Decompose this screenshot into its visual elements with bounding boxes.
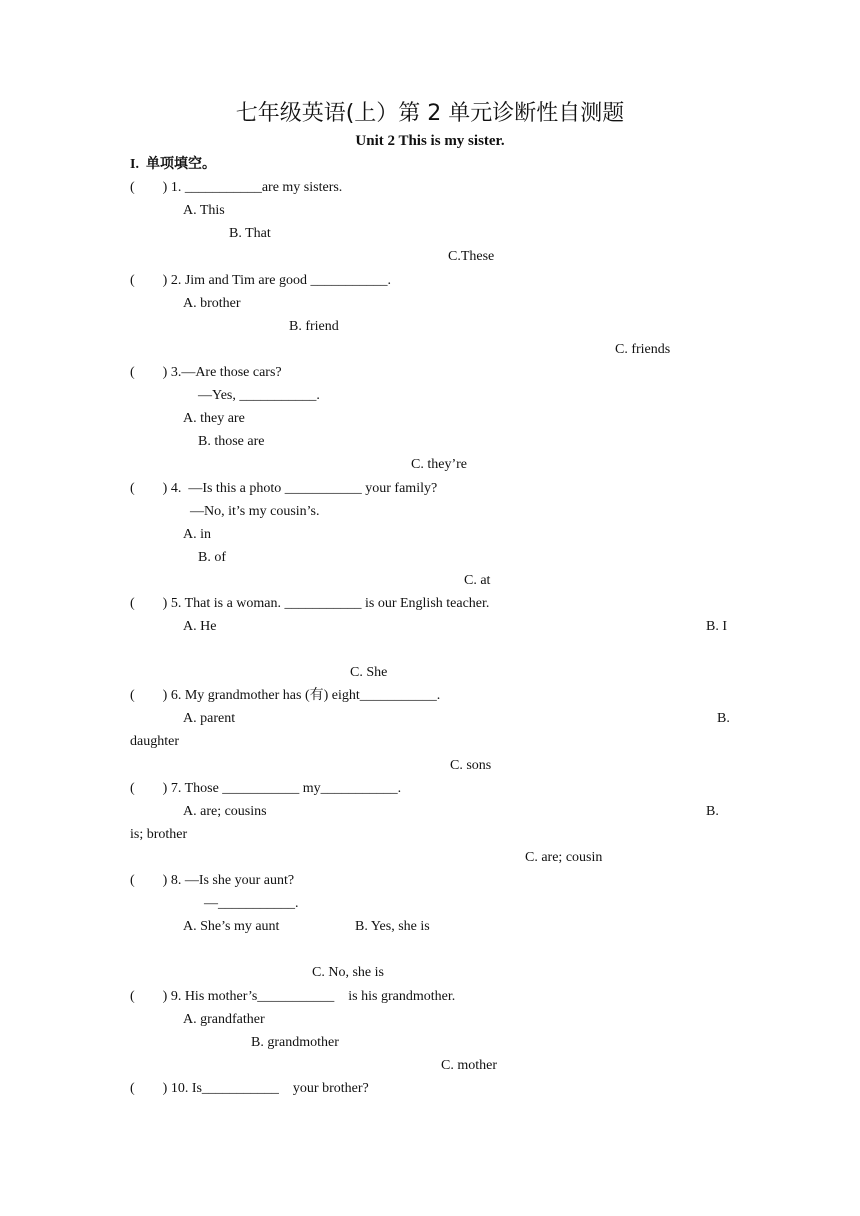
- question-6: ( ) 6. My grandmother has (有) eight___________.: [130, 688, 441, 703]
- q5-option-b: B. I: [706, 619, 727, 634]
- question-5: ( ) 5. That is a woman. ___________ is our English teacher.: [130, 596, 490, 611]
- q7-option-b: B.: [706, 804, 719, 819]
- q9-option-a: A. grandfather: [183, 1012, 265, 1027]
- q7-option-c: C. are; cousin: [525, 850, 603, 865]
- q7-option-a: A. are; cousins: [183, 804, 267, 819]
- q6-option-b-cont: daughter: [130, 734, 179, 749]
- q1-option-c: C.These: [448, 249, 495, 264]
- q6-option-b: B.: [717, 711, 730, 726]
- question-2: ( ) 2. Jim and Tim are good ___________.: [130, 273, 391, 288]
- page-subtitle: Unit 2 This is my sister.: [355, 133, 505, 149]
- question-9: ( ) 9. His mother’s___________ is his grandmother.: [130, 989, 456, 1004]
- q2-option-a: A. brother: [183, 296, 241, 311]
- question-3: ( ) 3.—Are those cars?: [130, 365, 282, 380]
- q6-option-c: C. sons: [450, 758, 492, 773]
- page-title: 七年级英语(上）第 2 单元诊断性自测题: [235, 101, 625, 126]
- q9-option-c: C. mother: [441, 1058, 497, 1073]
- question-10: ( ) 10. Is___________ your brother?: [130, 1081, 369, 1096]
- question-7: ( ) 7. Those ___________ my___________.: [130, 781, 402, 796]
- q8-dialogue: —___________.: [204, 896, 299, 911]
- q8-option-b: B. Yes, she is: [355, 919, 430, 934]
- q7-option-b-cont: is; brother: [130, 827, 188, 842]
- q1-option-a: A. This: [183, 203, 225, 218]
- question-1: ( ) 1. ___________are my sisters.: [130, 180, 343, 195]
- q5-option-c: C. She: [350, 665, 388, 680]
- q2-option-c: C. friends: [615, 342, 671, 357]
- question-4: ( ) 4. —Is this a photo ___________ your family?: [130, 481, 438, 496]
- q5-option-a: A. He: [183, 619, 217, 634]
- q3-option-a: A. they are: [183, 411, 245, 426]
- question-8: ( ) 8. —Is she your aunt?: [130, 873, 295, 888]
- q4-dialogue: —No, it’s my cousin’s.: [190, 504, 320, 519]
- section-heading: I. 单项填空。: [130, 157, 216, 172]
- q3-option-c: C. they’re: [411, 457, 467, 472]
- q4-option-c: C. at: [464, 573, 491, 588]
- q3-option-b: B. those are: [198, 434, 265, 449]
- q1-option-b: B. That: [229, 226, 271, 241]
- q4-option-b: B. of: [198, 550, 226, 565]
- q8-option-c: C. No, she is: [312, 965, 384, 980]
- q6-option-a: A. parent: [183, 711, 236, 726]
- q2-option-b: B. friend: [289, 319, 339, 334]
- q8-option-a: A. She’s my aunt: [183, 919, 280, 934]
- q4-option-a: A. in: [183, 527, 211, 542]
- q9-option-b: B. grandmother: [251, 1035, 339, 1050]
- q3-dialogue: —Yes, ___________.: [198, 388, 320, 403]
